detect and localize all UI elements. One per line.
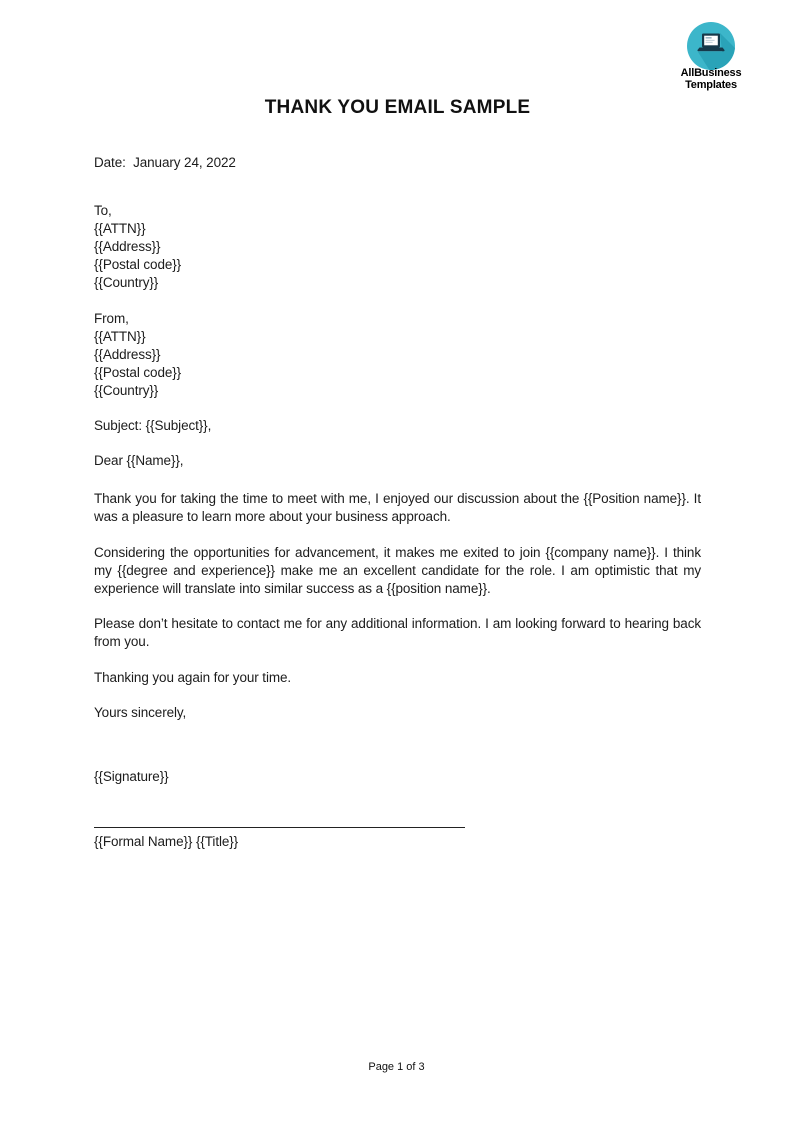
brand-name-line2: Templates bbox=[685, 79, 737, 91]
address-placeholder-line: {{Address}} bbox=[94, 239, 161, 254]
signature-placeholder: {{Signature}} bbox=[94, 769, 169, 784]
address-placeholder-line: {{Postal code}} bbox=[94, 365, 182, 380]
address-placeholder-line: {{Country}} bbox=[94, 383, 159, 398]
body-paragraph: Considering the opportunities for advancement, it makes me exited to join {{company name}}. I think my {{degree and experience}} make me an excellent candidate for the role. I am optimistic that my experience will translate into similar success as a {{position name}}. bbox=[94, 545, 701, 596]
subject-line: Subject: {{Subject}}, bbox=[94, 418, 212, 433]
signoff-line: Yours sincerely, bbox=[94, 705, 187, 720]
address-placeholder-line: {{Postal code}} bbox=[94, 257, 182, 272]
sender-address-block bbox=[94, 310, 701, 400]
address-placeholder-line: {{ATTN}} bbox=[94, 329, 146, 344]
formal-name-line: {{Formal Name}} {{Title}} bbox=[94, 827, 465, 851]
address-placeholder-line: {{ATTN}} bbox=[94, 221, 146, 236]
page-number: Page 1 of 3 bbox=[368, 1061, 425, 1073]
date-line: Date: January 24, 2022 bbox=[94, 155, 236, 170]
body-paragraph: Thank you for taking the time to meet with me, I enjoyed our discussion about the {{Position name}}. It was a pleasure to learn more about your business approach. bbox=[94, 491, 701, 524]
to-label: To, bbox=[94, 203, 112, 218]
address-placeholder-line: {{Country}} bbox=[94, 275, 159, 290]
brand-name-line1: AllBusiness bbox=[680, 67, 742, 79]
address-placeholder-line: {{Address}} bbox=[94, 347, 161, 362]
thanks-line: Thanking you again for your time. bbox=[94, 670, 292, 685]
greeting-line: Dear {{Name}}, bbox=[94, 453, 184, 468]
body-paragraph: Please don’t hesitate to contact me for any additional information. I am looking forward to hearing back from you. bbox=[94, 616, 701, 649]
from-label: From, bbox=[94, 311, 129, 326]
recipient-address-block bbox=[94, 202, 701, 292]
document-title: THANK YOU EMAIL SAMPLE bbox=[264, 97, 531, 118]
